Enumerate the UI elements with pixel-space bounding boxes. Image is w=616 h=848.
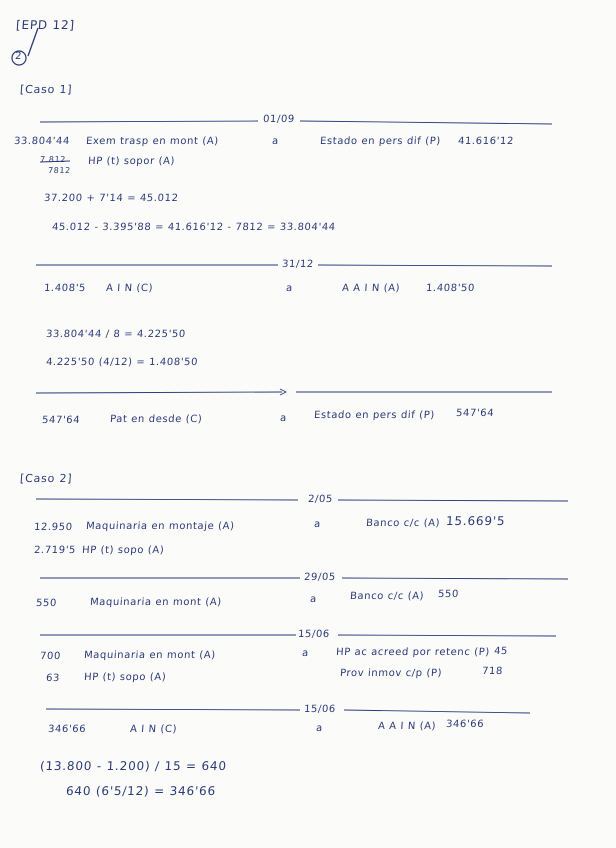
case2-l5-right-amount: 718 bbox=[481, 666, 504, 677]
page-number: 2 bbox=[14, 51, 23, 62]
case2-l4-right: HP ac acreed por retenc (P) bbox=[335, 647, 491, 658]
case2-l2-amount: 2.719'5 bbox=[33, 545, 77, 556]
case2-date-3: 15/06 bbox=[297, 629, 331, 640]
case2-calc-2: 640 (6'5/12) = 346'66 bbox=[65, 784, 217, 798]
case2-l3-arrow: a bbox=[309, 594, 318, 605]
case2-l1-arrow: a bbox=[313, 519, 322, 530]
case1-l3-desc: A I N (C) bbox=[105, 283, 154, 294]
case2-l5-amount: 63 bbox=[45, 673, 61, 684]
case2-date-1: 2/05 bbox=[307, 494, 334, 505]
case1-l1-right-amount: 41.616'12 bbox=[457, 136, 515, 147]
case1-calc-4: 4.225'50 (4/12) = 1.408'50 bbox=[45, 357, 199, 368]
case2-l6-amount: 346'66 bbox=[47, 724, 87, 735]
case2-l1-right-amount: 15.669'5 bbox=[445, 514, 506, 528]
case1-l2-desc: HP (t) sopor (A) bbox=[87, 156, 176, 167]
case1-l4-arrow: a bbox=[279, 413, 288, 424]
case1-calc-1: 37.200 + 7'14 = 45.012 bbox=[43, 193, 179, 204]
case1-calc-2: 45.012 - 3.395'88 = 41.616'12 - 7812 = 33.804'44 bbox=[51, 222, 337, 233]
case2-label: [Caso 2] bbox=[19, 472, 73, 485]
case2-l3-right-amount: 550 bbox=[437, 589, 460, 600]
case2-l4-desc: Maquinaria en mont (A) bbox=[83, 650, 217, 661]
case2-l5-right: Prov inmov c/p (P) bbox=[339, 668, 443, 679]
case2-l1-amount: 12.950 bbox=[33, 522, 73, 533]
case1-l3-right: A A I N (A) bbox=[341, 283, 401, 294]
case2-l6-right: A A I N (A) bbox=[377, 721, 437, 732]
case2-l1-right: Banco c/c (A) bbox=[365, 518, 441, 529]
case1-l1-right: Estado en pers dif (P) bbox=[319, 136, 442, 147]
header-slash bbox=[28, 28, 38, 56]
case2-l3-desc: Maquinaria en mont (A) bbox=[89, 597, 223, 608]
case1-l3-right-amount: 1.408'50 bbox=[425, 283, 476, 294]
case1-l2-amount: 7.812 bbox=[39, 155, 67, 164]
case1-label: [Caso 1] bbox=[19, 83, 73, 96]
case2-calc-1: (13.800 - 1.200) / 15 = 640 bbox=[39, 759, 228, 773]
case1-l3-arrow: a bbox=[285, 283, 294, 294]
case2-date-4: 15/06 bbox=[303, 704, 337, 715]
case1-l2-under: 7812 bbox=[47, 166, 72, 175]
case2-l6-desc: A I N (C) bbox=[129, 724, 178, 735]
case1-calc-3: 33.804'44 / 8 = 4.225'50 bbox=[45, 329, 187, 340]
case1-date-1: 01/09 bbox=[262, 114, 296, 125]
case2-l6-arrow: a bbox=[315, 723, 324, 734]
case2-l4-amount: 700 bbox=[39, 651, 62, 662]
case2-date-2: 29/05 bbox=[303, 572, 337, 583]
case2-l6-right-amount: 346'66 bbox=[445, 719, 485, 730]
case1-l1-amount: 33.804'44 bbox=[13, 136, 71, 147]
case2-l2-desc: HP (t) sopo (A) bbox=[81, 545, 165, 556]
case2-l3-amount: 550 bbox=[35, 598, 58, 609]
case1-l1-arrow: a bbox=[271, 136, 280, 147]
case1-l4-right-amount: 547'64 bbox=[455, 408, 495, 419]
case1-l1-desc: Exem trasp en mont (A) bbox=[85, 136, 220, 147]
case2-l1-desc: Maquinaria en montaje (A) bbox=[85, 521, 235, 532]
page-title: [EPD 12] bbox=[15, 18, 76, 32]
case1-l4-amount: 547'64 bbox=[41, 415, 81, 426]
case1-l4-desc: Pat en desde (C) bbox=[109, 414, 203, 425]
case2-l3-right: Banco c/c (A) bbox=[349, 591, 425, 602]
case1-l3-amount: 1.408'5 bbox=[43, 283, 87, 294]
case1-l4-right: Estado en pers dif (P) bbox=[313, 410, 436, 421]
case2-l4-arrow: a bbox=[301, 648, 310, 659]
case2-l5-desc: HP (t) sopo (A) bbox=[83, 672, 167, 683]
case2-l4-right-amount: 45 bbox=[493, 646, 509, 657]
case1-date-2: 31/12 bbox=[281, 259, 315, 270]
